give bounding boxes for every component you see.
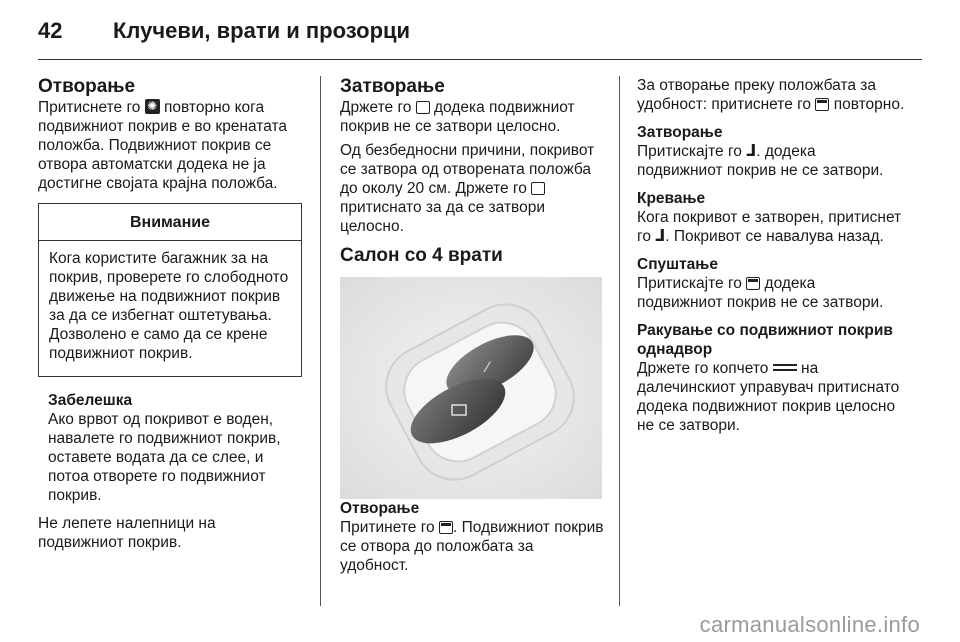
heading-raising: Кревање xyxy=(637,190,706,207)
comfort-paragraph: За отворање преку положбата за удобност: притиснете го повторно. xyxy=(637,77,905,113)
sunroof-close-icon xyxy=(531,182,545,195)
note-body: Ако врвот од покривот е воден, навалете го подвижниот покрив, оставете водата да се слее, и потоа отворете го подвижниот покрив. xyxy=(48,411,281,504)
raising-instruction: Кога покривот е затворен, притиснет го ᒧ. Покривот се навалува назад. xyxy=(637,209,902,245)
closing-paragraph: Држете го додека подвижниот покрив не се затвори целосно. xyxy=(340,99,575,135)
header-divider xyxy=(38,59,922,60)
sunroof-open-icon xyxy=(145,99,160,114)
column-divider xyxy=(619,76,620,606)
column-middle xyxy=(340,76,604,575)
page-header xyxy=(38,18,410,48)
note-title: Забелешка xyxy=(48,392,133,409)
safety-paragraph: Од безбедносни причини, покривот се затвора од отворената положба до околу 20 см. Држете го притиснато за да се затвори целосно. xyxy=(340,142,595,235)
caution-box xyxy=(38,203,302,377)
sub-heading-opening: Отворање xyxy=(340,500,420,517)
sunroof-slide-icon xyxy=(746,277,760,290)
column-right xyxy=(637,76,905,435)
page-title: Клучеви, врати и прозорци xyxy=(113,18,411,43)
sunroof-slide-icon xyxy=(815,98,829,111)
sunroof-tilt-icon: ᒧ xyxy=(655,228,666,245)
svg-text:⁄: ⁄ xyxy=(486,360,489,376)
heading-closing: Затворање xyxy=(637,124,723,141)
sunroof-switch-photo xyxy=(340,277,602,499)
caution-title: Внимание xyxy=(39,204,301,241)
closing-instruction: Притискајте го ᒧ. додека подвижниот покрив не се затвори. xyxy=(637,143,884,179)
sticker-warning: Не лепете налепници на подвижниот покрив. xyxy=(38,515,216,551)
sedan-opening-paragraph: Притинете го . Подвижниот покрив се отвора до положбата за удобност. xyxy=(340,519,604,574)
column-left xyxy=(38,76,302,552)
section-heading-sedan: Салон со 4 врати xyxy=(340,245,503,266)
caution-body: Кога користите багажник за на покрив, проверете го слободното движење на подвижниот покрив за да се избегнат оштетувања. Дозволено е само да се крене подвижниот покрив. xyxy=(49,250,289,362)
column-divider xyxy=(320,76,321,606)
section-heading-opening: Отворање xyxy=(38,76,136,97)
sunroof-close-icon xyxy=(416,101,430,114)
sunroof-tilt-icon: ᒧ xyxy=(746,143,757,160)
heading-lowering: Спуштање xyxy=(637,256,718,273)
watermark: carmanualsonline.info xyxy=(699,612,920,637)
note-block xyxy=(38,391,302,505)
sunroof-slide-icon xyxy=(439,521,453,534)
lowering-instruction: Притискајте го додека подвижниот покрив не се затвори. xyxy=(637,275,884,311)
page-number: 42 xyxy=(38,18,63,43)
remote-lock-button-icon xyxy=(773,364,797,371)
heading-remote: Ракување со подвижниот покрив однадвор xyxy=(637,322,893,358)
section-heading-closing: Затворање xyxy=(340,76,445,97)
opening-paragraph: Притиснете го ✺ повторно кога подвижниот покрив е во кренатата положба. Подвижниот покрив се отвора автоматски додека не ја достигне својата крајна положба. xyxy=(38,98,302,193)
remote-instruction: Држете го копчето на далечинскиот управувач притиснато додека подвижниот покрив целосно не се затвори. xyxy=(637,360,900,434)
